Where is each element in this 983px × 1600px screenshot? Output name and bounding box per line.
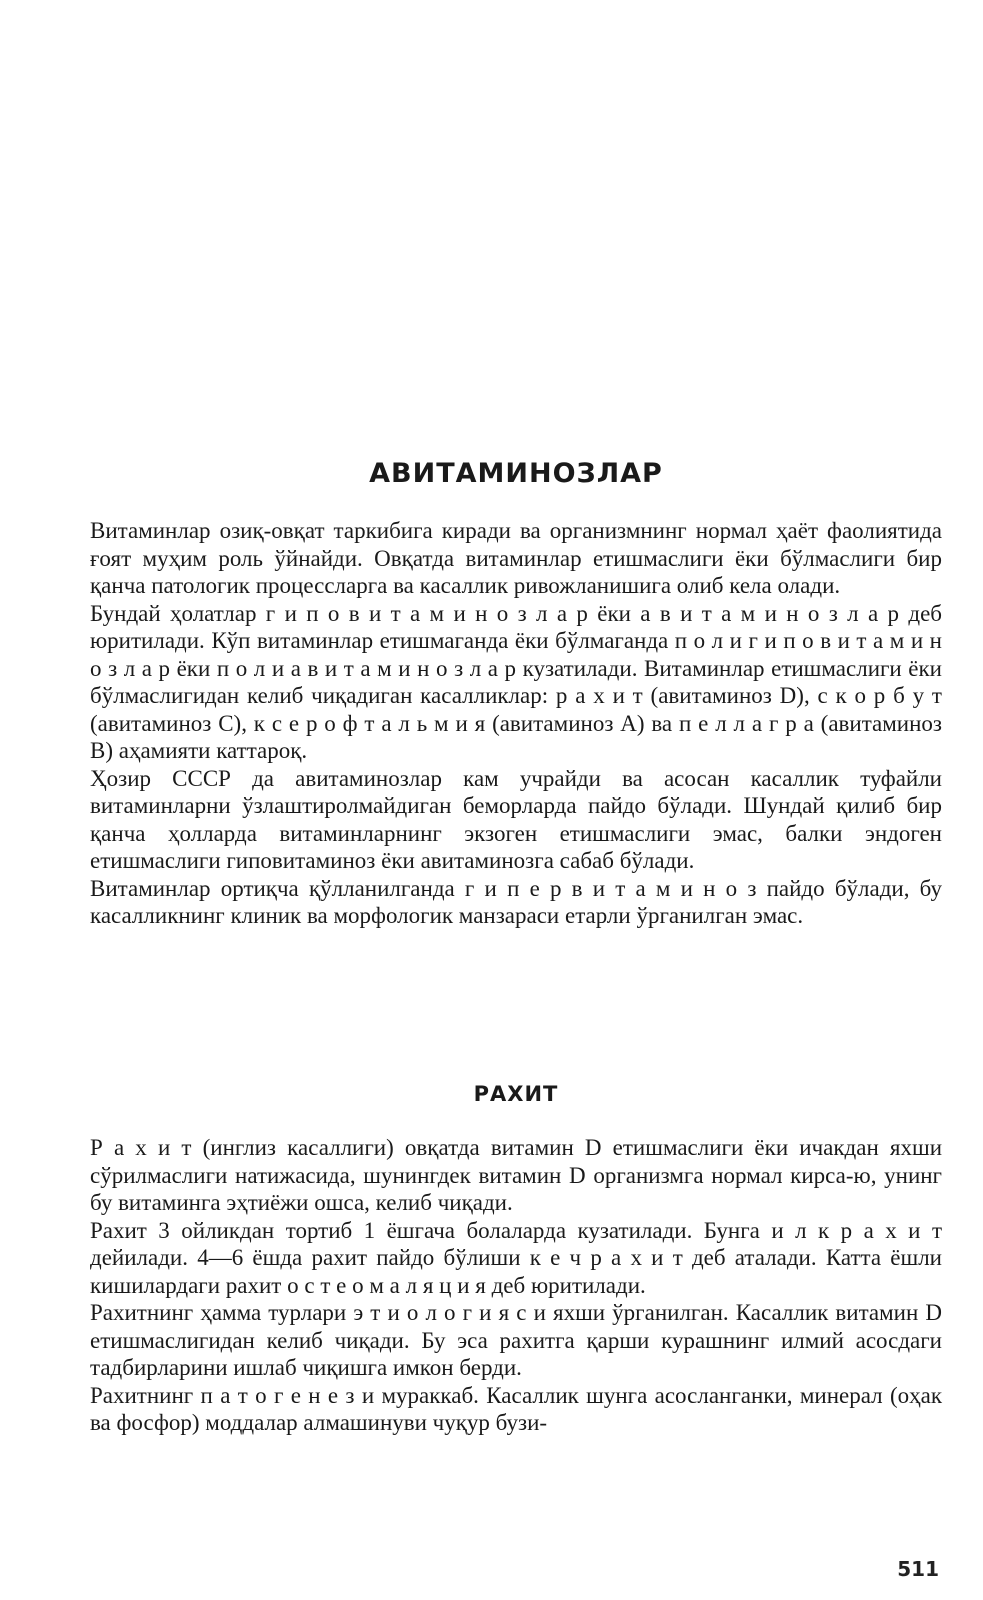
chapter-title: АВИТАМИНОЗЛАР bbox=[369, 458, 663, 489]
rickets-text bbox=[90, 1134, 942, 1437]
page-number: 511 bbox=[897, 1557, 939, 1581]
rickets-paragraph-3: Рахитнинг ҳамма турлари э т и о л о г и я с и яхши ўрганилган. Касаллик витамин D етишмаслигидан келиб чиқади. Бу эса рахитга қарши курашнинг илмий асосдаги тадбирларини ишлаб чиқишга имкон берди. bbox=[90, 1300, 942, 1380]
intro-paragraph-2: Бундай ҳолатлар г и п о в и т а м и н о з л а р ёки а в и т а м и н о з л а р деб юритилади. Кўп витаминлар етишмаганда ёки бўлмаганда п о л и г и п о в и т а м и н о з л а р ёки п о л и а в и т а м и н о з л а р кузатилади. Витаминлар етишмаслиги ёки бўлмаслигидан келиб чиқадиган касалликлар: р а х и т (авитаминоз D), с к о р б у т (авитаминоз С), к с е р о ф т а л ь м и я (авитаминоз А) ва п е л л а г р а (авитаминоз В) аҳамияти каттароқ. bbox=[90, 600, 942, 763]
rickets-paragraph-4: Рахитнинг п а т о г е н е з и мураккаб. Касаллик шунга асосланганки, минерал (оҳак ва фосфор) моддалар алмашинуви чуқур бузи- bbox=[90, 1382, 942, 1435]
rickets-paragraph-2: Рахит 3 ойликдан тортиб 1 ёшгача болаларда кузатилади. Бунга и л к р а х и т дейилади. 4—6 ёшда рахит пайдо бўлиши к е ч р а х и т деб аталади. Катта ёшли кишилардаги рахит о с т е о м а л я ц и я деб юритилади. bbox=[90, 1217, 942, 1298]
intro-paragraph-3: Ҳозир СССР да авитаминозлар кам учрайди ва асосан касаллик туфайли витаминларни ўзлаштиролмайдиган беморларда пайдо бўлади. Шундай қилиб бир қанча ҳолларда витаминларнинг экзоген етишмаслиги эмас, балки эндоген етишмаслиги гиповитаминоз ёки авитаминозга сабаб бўлади. bbox=[90, 765, 942, 873]
intro-paragraph-1: Витаминлар озиқ-овқат таркибига киради ва организмнинг нормал ҳаёт фаолиятида ғоят муҳим роль ўйнайди. Овқатда витаминлар етишмаслиги ёки бўлмаслиги бир қанча патологик процессларга ва касаллик ривожланишига олиб кела олади. bbox=[90, 518, 942, 598]
intro-text bbox=[90, 517, 942, 930]
book-page bbox=[90, 0, 942, 1600]
rickets-paragraph-1: Р а х и т (инглиз касаллиги) овқатда витамин D етишмаслиги ёки ичакдан яхши сўрилмаслиги натижасида, шунингдек витамин D организмга нормал кирса-ю, унинг бу витаминга эҳтиёжи ошса, келиб чиқади. bbox=[90, 1135, 942, 1215]
intro-paragraph-4: Витаминлар ортиқча қўлланилганда г и п е р в и т а м и н о з пайдо бўлади, бу касалликнинг клиник ва морфологик манзараси етарли ўрганилган эмас. bbox=[90, 875, 942, 928]
section-title: РАХИТ bbox=[473, 1082, 559, 1106]
